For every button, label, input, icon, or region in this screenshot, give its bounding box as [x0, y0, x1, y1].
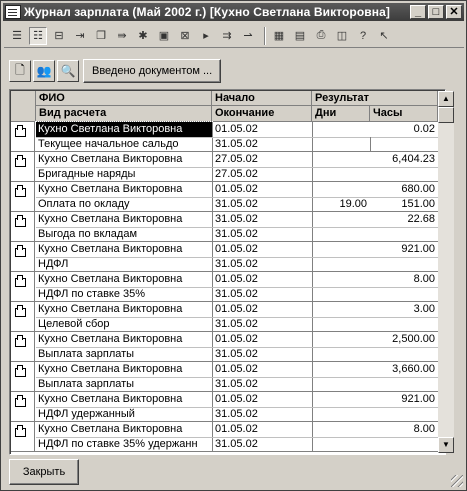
cell-days[interactable] — [313, 137, 370, 152]
row-marker[interactable] — [11, 182, 35, 211]
cell-fio[interactable]: Кухно Светлана Викторовна — [38, 333, 183, 345]
header-days[interactable]: Дни — [312, 106, 370, 122]
cell-end[interactable]: 31.05.02 — [215, 348, 258, 360]
cell-hours[interactable] — [371, 137, 438, 152]
document-icon — [15, 338, 26, 347]
table-row[interactable] — [11, 182, 438, 212]
cell-start[interactable]: 01.05.02 — [215, 423, 258, 435]
row-inner-divider — [36, 167, 438, 168]
document-icon — [15, 368, 26, 377]
cell-result[interactable]: 921.00 — [401, 243, 435, 255]
row-inner-divider — [36, 437, 438, 438]
row-marker[interactable] — [11, 332, 35, 361]
cell-hours[interactable] — [371, 377, 438, 392]
move-down-icon[interactable]: ⇛ — [117, 30, 127, 42]
search-button[interactable] — [57, 60, 79, 82]
cell-hours[interactable] — [371, 437, 438, 452]
toolbar-separator — [264, 27, 266, 45]
play-icon[interactable]: ▸ — [203, 30, 209, 42]
scroll-down-button[interactable]: ▼ — [438, 437, 454, 453]
cell-start[interactable]: 01.05.02 — [215, 273, 258, 285]
tree-icon[interactable]: ⊟ — [54, 30, 64, 42]
resize-grip[interactable] — [451, 475, 463, 487]
filter-icon[interactable]: ⇉ — [222, 30, 232, 42]
document-button[interactable] — [9, 60, 31, 82]
cell-days[interactable] — [313, 347, 370, 362]
row-inner-divider — [36, 287, 438, 288]
cell-days[interactable] — [313, 317, 370, 332]
people-button[interactable] — [33, 60, 55, 82]
cell-result[interactable]: 921.00 — [401, 393, 435, 405]
row-marker[interactable] — [11, 392, 35, 421]
column-divider — [370, 137, 371, 152]
cell-vid-rascheta[interactable]: Оплата по окладу — [38, 198, 130, 210]
cell-fio[interactable]: Кухно Светлана Викторовна — [38, 393, 183, 405]
table-row[interactable] — [11, 362, 438, 392]
cell-hours[interactable] — [371, 167, 438, 182]
minimize-button[interactable]: _ — [410, 5, 426, 19]
cell-end[interactable]: 31.05.02 — [215, 318, 258, 330]
cell-fio[interactable]: Кухно Светлана Викторовна — [38, 423, 183, 435]
document-icon — [15, 218, 26, 227]
vertical-scrollbar[interactable] — [438, 91, 454, 453]
cell-start[interactable]: 01.05.02 — [215, 303, 258, 315]
cell-hours[interactable] — [371, 347, 438, 362]
cell-hours[interactable] — [371, 257, 438, 272]
post-icon[interactable]: ⊠ — [180, 30, 190, 42]
cell-days[interactable]: 19.00 — [339, 198, 367, 210]
header-fio[interactable]: ФИО — [36, 91, 212, 106]
row-inner-divider — [36, 407, 438, 408]
calendar-icon[interactable]: ▦ — [273, 30, 285, 42]
cell-result[interactable]: 8.00 — [413, 423, 435, 435]
cell-fio[interactable]: Кухно Светлана Викторовна — [36, 122, 212, 137]
cell-vid-rascheta[interactable]: Текущее начальное сальдо — [38, 138, 179, 150]
cell-vid-rascheta[interactable]: Выгода по вкладам — [38, 228, 138, 240]
document-icon — [15, 158, 26, 167]
cell-start[interactable]: 01.05.02 — [215, 333, 258, 345]
document-icon — [15, 278, 26, 287]
main-toolbar — [4, 24, 464, 48]
attach-icon[interactable]: ◫ — [336, 30, 348, 42]
cell-days[interactable] — [313, 167, 370, 182]
row-inner-divider — [36, 197, 438, 198]
document-icon: 🗋 — [15, 62, 25, 77]
close-button-label: Закрыть — [22, 466, 66, 478]
table-row[interactable] — [11, 152, 438, 182]
cell-start[interactable]: 01.05.02 — [215, 363, 258, 375]
cell-days[interactable] — [313, 377, 370, 392]
cell-hours[interactable] — [371, 407, 438, 422]
help-icon[interactable]: ? — [359, 29, 367, 42]
cell-fio[interactable]: Кухно Светлана Викторовна — [38, 363, 183, 375]
row-inner-divider — [36, 377, 438, 378]
cell-fio[interactable]: Кухно Светлана Викторовна — [38, 183, 183, 195]
table-row[interactable] — [11, 302, 438, 332]
cell-end[interactable]: 31.05.02 — [215, 198, 258, 210]
copy-icon[interactable]: ❐ — [96, 30, 106, 42]
cell-hours[interactable] — [371, 287, 438, 302]
cell-days[interactable] — [313, 257, 370, 272]
row-inner-divider — [36, 137, 438, 138]
table-row[interactable] — [11, 122, 438, 152]
row-marker[interactable] — [11, 242, 35, 271]
refresh-icon[interactable]: ⇀ — [243, 30, 253, 42]
print-icon[interactable]: ⎙ — [316, 29, 326, 41]
maximize-button[interactable]: □ — [428, 5, 444, 19]
secondary-toolbar — [9, 58, 221, 84]
cell-hours[interactable] — [371, 317, 438, 332]
header-start[interactable]: Начало — [212, 91, 312, 106]
row-marker[interactable] — [11, 122, 35, 151]
title-bar[interactable] — [3, 3, 464, 21]
move-icon[interactable]: ⇥ — [75, 30, 85, 42]
row-inner-divider — [36, 347, 438, 348]
table-row[interactable] — [11, 422, 438, 452]
new-folder-icon[interactable]: ✱ — [138, 30, 148, 42]
table-row[interactable] — [11, 392, 438, 422]
cell-days[interactable] — [313, 437, 370, 452]
cell-result[interactable]: 6,404.23 — [392, 153, 435, 165]
cell-vid-rascheta[interactable]: Выплата зарплаты — [38, 378, 135, 390]
row-inner-divider — [36, 227, 438, 228]
close-window-button[interactable]: ✕ — [446, 5, 462, 19]
cell-result[interactable]: 22.68 — [407, 213, 435, 225]
cell-end[interactable]: 27.05.02 — [215, 168, 258, 180]
table-header — [11, 91, 438, 122]
journal-table — [9, 89, 450, 455]
row-marker-header — [11, 91, 36, 122]
row-marker[interactable] — [11, 272, 35, 301]
cell-start[interactable]: 27.05.02 — [215, 153, 258, 165]
cell-result[interactable]: 8.00 — [413, 273, 435, 285]
cell-end[interactable]: 31.05.02 — [215, 378, 258, 390]
table-row[interactable] — [11, 332, 438, 362]
document-icon — [15, 128, 26, 137]
period-icon[interactable]: ▤ — [294, 30, 306, 42]
document-icon — [15, 308, 26, 317]
scroll-thumb[interactable] — [438, 107, 454, 123]
cell-days[interactable] — [313, 287, 370, 302]
cell-start[interactable]: 01.05.02 — [215, 393, 258, 405]
cell-fio[interactable]: Кухно Светлана Викторовна — [38, 243, 183, 255]
header-end[interactable]: Окончание — [212, 106, 312, 122]
people-icon: 👥 — [36, 64, 52, 78]
cell-end[interactable]: 31.05.02 — [215, 288, 258, 300]
close-button[interactable] — [9, 459, 79, 485]
row-inner-divider — [36, 317, 438, 318]
cell-start[interactable]: 31.05.02 — [215, 213, 258, 225]
cell-hours[interactable] — [371, 227, 438, 242]
entered-by-document-button[interactable]: Введено документом ... — [83, 59, 221, 83]
table-row[interactable] — [11, 272, 438, 302]
cell-vid-rascheta[interactable]: НДФЛ удержанный — [38, 408, 135, 420]
cell-end[interactable]: 31.05.02 — [215, 228, 258, 240]
cell-days[interactable] — [313, 227, 370, 242]
cell-start[interactable]: 01.05.02 — [215, 243, 258, 255]
cell-result[interactable]: 3.00 — [413, 303, 435, 315]
cell-result[interactable]: 2,500.00 — [392, 333, 435, 345]
cell-result[interactable]: 3,660.00 — [392, 363, 435, 375]
scroll-up-button[interactable]: ▲ — [438, 91, 454, 107]
journal-icon — [5, 5, 21, 19]
cell-end[interactable]: 31.05.02 — [215, 438, 258, 450]
cell-start[interactable]: 01.05.02 — [215, 183, 258, 195]
cell-end[interactable]: 31.05.02 — [215, 138, 258, 150]
row-inner-divider — [36, 257, 438, 258]
cell-vid-rascheta[interactable]: НДФЛ по ставке 35% удержанн — [38, 438, 198, 450]
row-marker[interactable] — [11, 212, 35, 241]
cell-fio[interactable]: Кухно Светлана Викторовна — [38, 153, 183, 165]
header-hours[interactable]: Часы — [370, 106, 438, 122]
cell-fio[interactable]: Кухно Светлана Викторовна — [38, 213, 183, 225]
list-icon[interactable]: ☰ — [12, 30, 22, 42]
cell-result[interactable]: 680.00 — [401, 183, 435, 195]
cell-days[interactable] — [313, 407, 370, 422]
document-icon — [15, 428, 26, 437]
cell-end[interactable]: 31.05.02 — [215, 258, 258, 270]
header-vid-rascheta[interactable]: Вид расчета — [36, 106, 212, 122]
list-alt-icon[interactable]: ☷ — [29, 27, 47, 45]
cell-vid-rascheta[interactable]: Целевой сбор — [38, 318, 110, 330]
header-result[interactable]: Результат — [312, 91, 438, 106]
search-icon: 🔍 — [60, 64, 76, 78]
row-marker[interactable] — [11, 152, 35, 181]
table-row[interactable] — [11, 242, 438, 272]
window-title: Журнал зарплата (Май 2002 г.) [Кухно Светлана Викторовна] — [24, 5, 390, 19]
cell-vid-rascheta[interactable]: Бригадные наряды — [38, 168, 136, 180]
cell-result[interactable]: 0.02 — [413, 123, 435, 135]
cell-end[interactable]: 31.05.02 — [215, 408, 258, 420]
table-row[interactable] — [11, 212, 438, 242]
cell-vid-rascheta[interactable]: НДФЛ — [38, 258, 69, 270]
row-marker[interactable] — [11, 362, 35, 391]
document-icon — [15, 188, 26, 197]
row-marker[interactable] — [11, 302, 35, 331]
cell-fio[interactable]: Кухно Светлана Викторовна — [38, 303, 183, 315]
document-icon — [15, 398, 26, 407]
cell-vid-rascheta[interactable]: Выплата зарплаты — [38, 348, 135, 360]
document-icon — [15, 248, 26, 257]
cursor-help-icon[interactable]: ↖ — [379, 30, 389, 42]
cell-vid-rascheta[interactable]: НДФЛ по ставке 35% — [38, 288, 146, 300]
row-marker[interactable] — [11, 422, 35, 451]
cell-fio[interactable]: Кухно Светлана Викторовна — [38, 273, 183, 285]
cell-start[interactable]: 01.05.02 — [215, 123, 258, 135]
open-doc-icon[interactable]: ▣ — [158, 30, 170, 42]
cell-hours[interactable]: 151.00 — [401, 198, 435, 210]
